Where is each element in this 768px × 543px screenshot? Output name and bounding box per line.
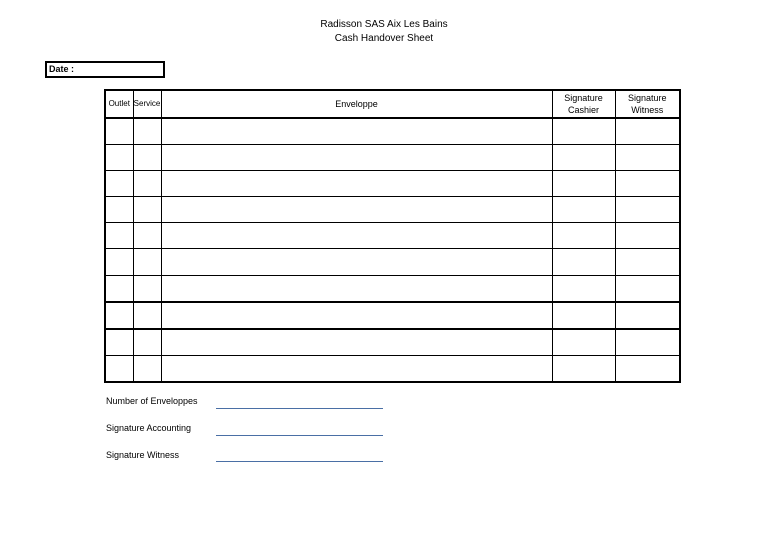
date-label: Date : — [49, 64, 75, 74]
enveloppe-cell[interactable] — [161, 249, 552, 275]
signature-cashier-cell[interactable] — [552, 275, 615, 302]
service-cell[interactable] — [133, 355, 161, 382]
outlet-cell[interactable] — [105, 302, 133, 329]
table-row — [105, 145, 680, 171]
outlet-cell[interactable] — [105, 355, 133, 382]
outlet-cell[interactable] — [105, 223, 133, 249]
table-row — [105, 197, 680, 223]
signature-witness-line2: Witness — [631, 105, 664, 115]
enveloppe-cell[interactable] — [161, 355, 552, 382]
signature-witness-cell[interactable] — [615, 249, 680, 275]
table-row — [105, 275, 680, 302]
signature-cashier-cell[interactable] — [552, 249, 615, 275]
signature-witness-cell[interactable] — [615, 329, 680, 356]
column-header-enveloppe: Enveloppe — [161, 90, 552, 118]
signature-witness-cell[interactable] — [615, 223, 680, 249]
signature-cashier-cell[interactable] — [552, 355, 615, 382]
enveloppe-cell[interactable] — [161, 197, 552, 223]
sheet-title: Cash Handover Sheet — [334, 33, 434, 44]
service-cell[interactable] — [133, 197, 161, 223]
signature-witness-field[interactable] — [216, 461, 383, 462]
outlet-cell[interactable] — [105, 275, 133, 302]
service-cell[interactable] — [133, 171, 161, 197]
service-cell[interactable] — [133, 249, 161, 275]
enveloppe-cell[interactable] — [161, 171, 552, 197]
signature-witness-line1: Signature — [627, 93, 667, 103]
column-header-service: Service — [133, 90, 161, 118]
signature-cashier-line1: Signature — [564, 93, 603, 103]
column-header-signature-cashier — [552, 90, 615, 118]
signature-accounting-label: Signature Accounting — [106, 423, 192, 433]
signature-cashier-cell[interactable] — [552, 145, 615, 171]
signature-witness-cell[interactable] — [615, 302, 680, 329]
outlet-cell[interactable] — [105, 329, 133, 356]
enveloppe-cell[interactable] — [161, 223, 552, 249]
outlet-cell[interactable] — [105, 145, 133, 171]
signature-witness-label: Signature Witness — [106, 450, 180, 460]
signature-cashier-cell[interactable] — [552, 329, 615, 356]
signature-cashier-cell[interactable] — [552, 302, 615, 329]
table-body — [105, 118, 680, 382]
signature-cashier-cell[interactable] — [552, 118, 615, 145]
signature-witness-cell[interactable] — [615, 145, 680, 171]
column-header-outlet: Outlet — [105, 90, 133, 118]
table-row — [105, 355, 680, 382]
table-row — [105, 171, 680, 197]
hotel-name: Radisson SAS Aix Les Bains — [320, 19, 448, 30]
enveloppe-cell[interactable] — [161, 275, 552, 302]
number-of-enveloppes-label: Number of Enveloppes — [106, 396, 198, 406]
outlet-cell[interactable] — [105, 171, 133, 197]
signature-witness-cell[interactable] — [615, 275, 680, 302]
enveloppe-cell[interactable] — [161, 302, 552, 329]
table-row — [105, 118, 680, 145]
service-cell[interactable] — [133, 118, 161, 145]
table-row — [105, 329, 680, 356]
outlet-cell[interactable] — [105, 197, 133, 223]
service-cell[interactable] — [133, 145, 161, 171]
table-row — [105, 302, 680, 329]
table-header-row — [105, 90, 680, 118]
service-cell[interactable] — [133, 329, 161, 356]
signature-cashier-cell[interactable] — [552, 197, 615, 223]
enveloppe-cell[interactable] — [161, 329, 552, 356]
signature-cashier-cell[interactable] — [552, 171, 615, 197]
date-field[interactable] — [45, 61, 165, 78]
column-header-signature-witness — [615, 90, 680, 118]
signature-witness-cell[interactable] — [615, 355, 680, 382]
table-row — [105, 249, 680, 275]
outlet-cell[interactable] — [105, 249, 133, 275]
service-cell[interactable] — [133, 223, 161, 249]
document-header — [0, 18, 768, 46]
signature-witness-cell[interactable] — [615, 118, 680, 145]
signature-cashier-cell[interactable] — [552, 223, 615, 249]
outlet-cell[interactable] — [105, 118, 133, 145]
enveloppe-cell[interactable] — [161, 145, 552, 171]
signature-witness-cell[interactable] — [615, 197, 680, 223]
enveloppe-cell[interactable] — [161, 118, 552, 145]
signature-cashier-line2: Cashier — [567, 105, 599, 115]
handover-table — [104, 89, 681, 383]
table-row — [105, 223, 680, 249]
signature-accounting-field[interactable] — [216, 435, 383, 436]
number-of-enveloppes-field[interactable] — [216, 408, 383, 409]
signature-witness-cell[interactable] — [615, 171, 680, 197]
service-cell[interactable] — [133, 275, 161, 302]
service-cell[interactable] — [133, 302, 161, 329]
